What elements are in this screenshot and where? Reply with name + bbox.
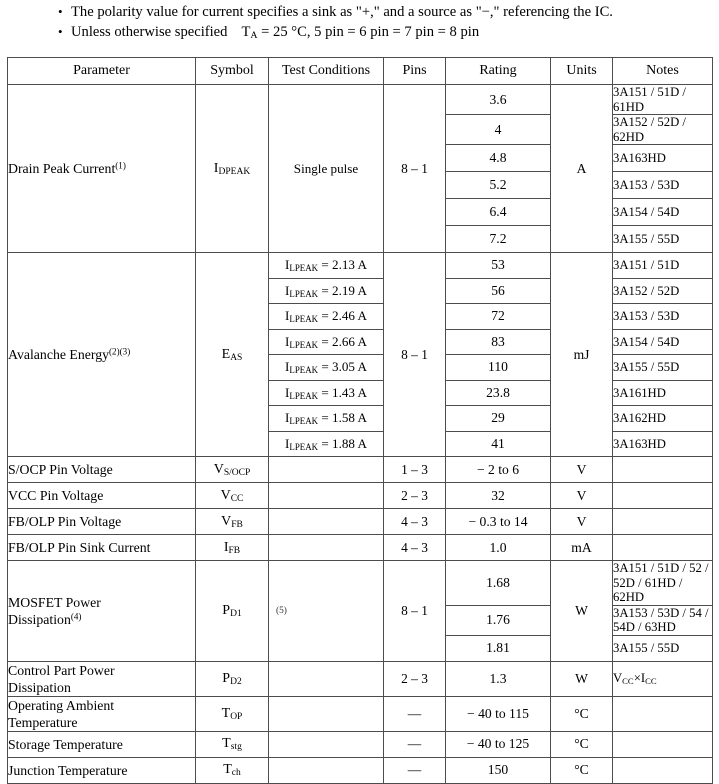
preamble-bullet-2-text: Unless otherwise specified	[71, 24, 228, 40]
cond-symbol-base: I	[285, 282, 290, 298]
cond-value: = 2.46 A	[321, 308, 367, 324]
symbol-subscript: FB	[228, 545, 241, 556]
symbol-base: T	[223, 762, 232, 777]
symbol-storage-temperature	[196, 731, 269, 757]
bullet-dot-icon: •	[58, 24, 63, 39]
table-row	[8, 661, 713, 696]
pins-value: —	[384, 757, 446, 783]
pins-value: 4 – 3	[384, 535, 446, 561]
table-row	[8, 85, 713, 115]
notes-value: 3A152 / 52D	[613, 278, 713, 304]
notes-value	[613, 731, 713, 757]
absolute-maximum-ratings-table	[7, 57, 713, 784]
notes-value	[613, 457, 713, 483]
param-footnote-ref: (2)(3)	[109, 346, 131, 357]
test-condition-value	[269, 278, 384, 304]
rating-value: 1.68	[446, 561, 551, 606]
param-fb-olp-pin-voltage: FB/OLP Pin Voltage	[8, 509, 196, 535]
cond-symbol-base: I	[285, 384, 290, 400]
test-condition-value	[269, 509, 384, 535]
column-header-test-conditions: Test Conditions	[269, 58, 384, 85]
symbol-avalanche-energy	[196, 253, 269, 457]
symbol-base: P	[222, 670, 231, 686]
test-condition-footnote-ref: (5)	[276, 605, 287, 616]
cond-symbol-subscript: LPEAK	[289, 390, 319, 401]
cond-symbol-base: I	[285, 435, 290, 451]
rating-value: 29	[446, 406, 551, 432]
rating-value: 83	[446, 329, 551, 355]
preamble-bullet-2-condition	[241, 22, 479, 42]
symbol-base: P	[222, 602, 231, 618]
cond-symbol-subscript: LPEAK	[289, 441, 319, 452]
rating-value: 1.0	[446, 535, 551, 561]
notes-value	[613, 535, 713, 561]
symbol-junction-temperature	[196, 757, 269, 783]
symbol-base: I	[223, 539, 229, 555]
cond-value: = 1.58 A	[321, 410, 367, 426]
notes-vcc-subscript: CC	[622, 676, 634, 687]
rating-value: 4.8	[446, 145, 551, 172]
notes-value: 3A152 / 52D / 62HD	[613, 115, 713, 145]
test-condition-value	[269, 253, 384, 279]
symbol-subscript: CC	[230, 493, 244, 504]
units-value: W	[551, 661, 613, 696]
rating-value: 72	[446, 304, 551, 330]
param-label-line2: Temperature	[8, 714, 78, 730]
symbol-base: T	[222, 736, 231, 751]
notes-value: 3A162HD	[613, 406, 713, 432]
test-condition-mosfet-power-dissipation	[269, 561, 384, 662]
ambient-temp-value: = 25 °C, 5 pin = 6 pin = 7 pin = 8 pin	[261, 24, 480, 40]
notes-value	[613, 509, 713, 535]
rating-value: 7.2	[446, 226, 551, 253]
notes-icc-base: I	[640, 671, 646, 686]
symbol-fb-olp-pin-voltage	[196, 509, 269, 535]
cond-value: = 2.19 A	[321, 282, 367, 298]
table-header-row	[8, 58, 713, 85]
symbol-vcc-pin-voltage	[196, 483, 269, 509]
notes-value	[613, 483, 713, 509]
pins-value: 2 – 3	[384, 661, 446, 696]
param-junction-temperature: Junction Temperature	[8, 757, 196, 783]
pins-value: —	[384, 696, 446, 731]
bullet-dot-icon: •	[58, 4, 63, 19]
notes-value: 3A151 / 51D / 52 / 52D / 61HD / 62HD	[613, 561, 713, 606]
table-row	[8, 253, 713, 279]
test-condition-drain-peak-current: Single pulse	[269, 85, 384, 253]
symbol-subscript: S/OCP	[223, 467, 251, 478]
column-header-symbol: Symbol	[196, 58, 269, 85]
param-drain-peak-current	[8, 85, 196, 253]
notes-value: 3A163HD	[613, 431, 713, 457]
param-label-line1: MOSFET Power	[8, 594, 101, 610]
absolute-maximum-ratings-table-wrap	[7, 57, 712, 784]
symbol-subscript: DPEAK	[218, 166, 251, 177]
test-condition-value	[269, 355, 384, 381]
cond-value: = 2.66 A	[321, 333, 367, 349]
preamble-bullet-1	[58, 2, 719, 22]
rating-value: 4	[446, 115, 551, 145]
table-row	[8, 696, 713, 731]
param-s-ocp-pin-voltage: S/OCP Pin Voltage	[8, 457, 196, 483]
symbol-fb-olp-pin-sink-current	[196, 535, 269, 561]
cond-symbol-subscript: LPEAK	[289, 339, 319, 350]
symbol-subscript: stg	[230, 742, 242, 753]
param-vcc-pin-voltage: VCC Pin Voltage	[8, 483, 196, 509]
symbol-subscript: AS	[230, 352, 243, 363]
table-row	[8, 457, 713, 483]
rating-value: 1.81	[446, 635, 551, 661]
test-condition-value	[269, 696, 384, 731]
rating-value: 41	[446, 431, 551, 457]
cond-symbol-base: I	[285, 333, 290, 349]
cond-symbol-base: I	[285, 257, 290, 273]
param-avalanche-energy	[8, 253, 196, 457]
pins-value: 4 – 3	[384, 509, 446, 535]
test-condition-value	[269, 731, 384, 757]
multiply-icon: ×	[633, 671, 641, 686]
param-storage-temperature: Storage Temperature	[8, 731, 196, 757]
notes-value: 3A155 / 55D	[613, 355, 713, 381]
table-row	[8, 509, 713, 535]
rating-value: − 2 to 6	[446, 457, 551, 483]
param-fb-olp-pin-sink-current: FB/OLP Pin Sink Current	[8, 535, 196, 561]
units-drain-peak-current: A	[551, 85, 613, 253]
column-header-pins: Pins	[384, 58, 446, 85]
notes-value	[613, 696, 713, 731]
symbol-subscript: D1	[230, 608, 242, 619]
table-row	[8, 535, 713, 561]
rating-value: 56	[446, 278, 551, 304]
test-condition-value	[269, 757, 384, 783]
cond-symbol-subscript: LPEAK	[289, 314, 319, 325]
notes-value: 3A151 / 51D / 61HD	[613, 85, 713, 115]
preamble-notes	[0, 0, 719, 42]
table-row	[8, 483, 713, 509]
rating-value: − 40 to 115	[446, 696, 551, 731]
pins-value: 1 – 3	[384, 457, 446, 483]
rating-value: 3.6	[446, 85, 551, 115]
symbol-subscript: FB	[231, 519, 243, 530]
test-condition-value	[269, 380, 384, 406]
pins-mosfet-power-dissipation: 8 – 1	[384, 561, 446, 662]
column-header-notes: Notes	[613, 58, 713, 85]
table-row	[8, 561, 713, 606]
symbol-base: V	[213, 461, 224, 477]
symbol-control-part-power-dissipation	[196, 661, 269, 696]
rating-value: 32	[446, 483, 551, 509]
symbol-base: T	[221, 705, 231, 721]
preamble-bullet-2	[58, 22, 719, 42]
param-footnote-ref: (1)	[115, 160, 126, 171]
cond-symbol-subscript: LPEAK	[289, 416, 319, 427]
notes-value: 3A153 / 53D	[613, 304, 713, 330]
column-header-rating: Rating	[446, 58, 551, 85]
symbol-mosfet-power-dissipation	[196, 561, 269, 662]
cond-symbol-subscript: LPEAK	[289, 365, 319, 376]
rating-value: − 40 to 125	[446, 731, 551, 757]
rating-value: 110	[446, 355, 551, 381]
cond-value: = 2.13 A	[321, 257, 367, 273]
param-label-line1: Operating Ambient	[8, 697, 115, 713]
param-mosfet-power-dissipation	[8, 561, 196, 662]
preamble-bullet-1-text: The polarity value for current specifies a sink as "+," and a source as "−," referencing the IC.	[71, 4, 613, 20]
rating-value: 23.8	[446, 380, 551, 406]
pins-avalanche-energy: 8 – 1	[384, 253, 446, 457]
param-label: Avalanche Energy	[8, 347, 110, 362]
notes-value: 3A155 / 55D	[613, 635, 713, 661]
symbol-subscript: ch	[231, 768, 241, 779]
param-control-part-power-dissipation	[8, 661, 196, 696]
test-condition-value	[269, 483, 384, 509]
test-condition-value	[269, 304, 384, 330]
notes-value: 3A151 / 51D	[613, 253, 713, 279]
notes-value: 3A153 / 53D / 54 / 54D / 63HD	[613, 605, 713, 635]
ambient-temp-symbol: T	[241, 24, 251, 40]
ambient-temp-subscript: A	[250, 30, 258, 42]
notes-value: 3A154 / 54D	[613, 329, 713, 355]
column-header-parameter: Parameter	[8, 58, 196, 85]
test-condition-value	[269, 431, 384, 457]
rating-value: 1.3	[446, 661, 551, 696]
cond-symbol-base: I	[285, 359, 290, 375]
notes-value: 3A163HD	[613, 145, 713, 172]
test-condition-value	[269, 406, 384, 432]
pins-drain-peak-current: 8 – 1	[384, 85, 446, 253]
notes-value	[613, 757, 713, 783]
units-value: °C	[551, 757, 613, 783]
cond-symbol-subscript: LPEAK	[289, 263, 319, 274]
param-label-line2: Dissipation	[8, 679, 71, 695]
test-condition-value	[269, 661, 384, 696]
notes-value: 3A155 / 55D	[613, 226, 713, 253]
cond-symbol-subscript: LPEAK	[289, 288, 319, 299]
rating-value: 53	[446, 253, 551, 279]
column-header-units: Units	[551, 58, 613, 85]
rating-value: 5.2	[446, 172, 551, 199]
notes-value	[613, 661, 713, 696]
notes-vcc-base: V	[613, 671, 623, 686]
units-value: V	[551, 509, 613, 535]
test-condition-value	[269, 329, 384, 355]
rating-value: 6.4	[446, 199, 551, 226]
test-condition-value	[269, 457, 384, 483]
units-mosfet-power-dissipation: W	[551, 561, 613, 662]
rating-value: 1.76	[446, 605, 551, 635]
symbol-base: V	[220, 487, 231, 503]
param-label: Drain Peak Current	[8, 161, 116, 176]
pins-value: —	[384, 731, 446, 757]
rating-value: − 0.3 to 14	[446, 509, 551, 535]
symbol-s-ocp-pin-voltage	[196, 457, 269, 483]
cond-value: = 3.05 A	[321, 359, 367, 375]
units-value: °C	[551, 696, 613, 731]
notes-value: 3A161HD	[613, 380, 713, 406]
symbol-drain-peak-current	[196, 85, 269, 253]
notes-value: 3A153 / 53D	[613, 172, 713, 199]
table-row	[8, 731, 713, 757]
units-value: V	[551, 457, 613, 483]
units-value: °C	[551, 731, 613, 757]
symbol-base: V	[221, 513, 232, 529]
param-footnote-ref: (4)	[70, 611, 82, 622]
symbol-base: I	[213, 160, 219, 176]
notes-icc-subscript: CC	[645, 676, 657, 687]
param-label-line2: Dissipation	[8, 611, 71, 627]
symbol-operating-ambient-temperature	[196, 696, 269, 731]
pins-value: 2 – 3	[384, 483, 446, 509]
cond-value: = 1.43 A	[321, 384, 367, 400]
symbol-base: E	[221, 346, 231, 362]
symbol-subscript: D2	[230, 676, 242, 687]
cond-symbol-base: I	[285, 410, 290, 426]
units-avalanche-energy: mJ	[551, 253, 613, 457]
test-condition-value	[269, 535, 384, 561]
cond-symbol-base: I	[285, 308, 290, 324]
param-label-line1: Control Part Power	[8, 662, 115, 678]
cond-value: = 1.88 A	[321, 435, 367, 451]
units-value: mA	[551, 535, 613, 561]
param-operating-ambient-temperature	[8, 696, 196, 731]
table-row	[8, 757, 713, 783]
symbol-subscript: OP	[230, 711, 243, 722]
rating-value: 150	[446, 757, 551, 783]
units-value: V	[551, 483, 613, 509]
notes-value: 3A154 / 54D	[613, 199, 713, 226]
